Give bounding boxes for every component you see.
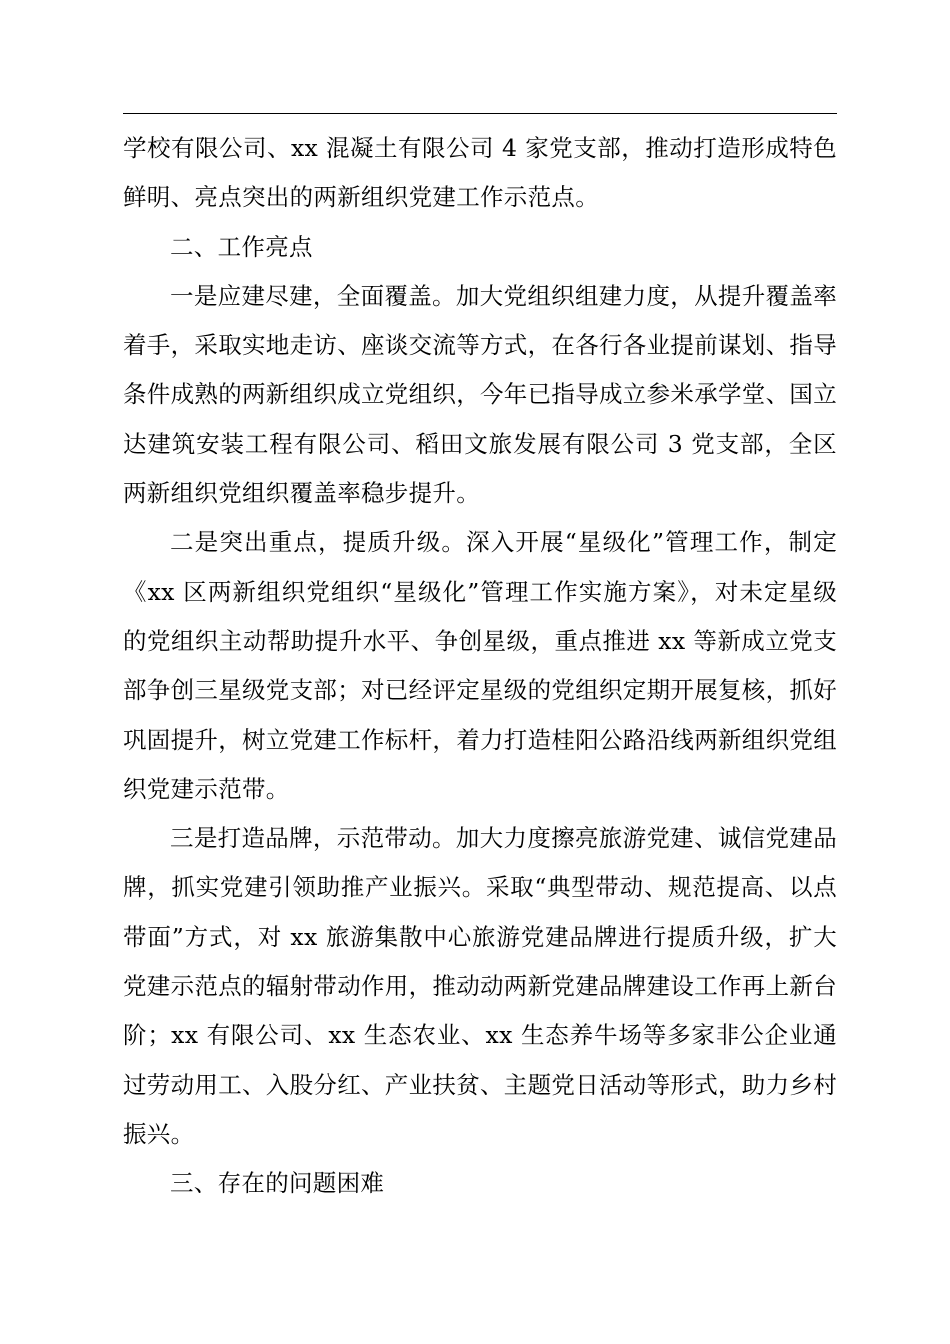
section-heading-problems: 三、存在的问题困难 [170, 1169, 385, 1198]
section-heading-highlights: 二、工作亮点 [170, 232, 313, 261]
document-body [123, 124, 837, 1209]
paragraph-continuation: 学校有限公司、xx 混凝土有限公司 4 家党支部，推动打造形成特色鲜明、亮点突出的两新组织党建工作示范点。 [123, 134, 837, 212]
header-rule [123, 113, 837, 114]
paragraph-brand-building: 三是打造品牌，示范带动。加大力度擦亮旅游党建、诚信党建品牌，抓实党建引领助推产业振兴。采取“典型带动、规范提高、以点带面”方式，对 xx 旅游集散中心旅游党建品牌进行提质升级，扩大党建示范点的辐射带动作用，推动动两新党建品牌建设工作再上新台阶；xx 有限公司、xx 生态农业、xx 生态养牛场等多家非公企业通过劳动用工、入股分红、产业扶贫、主题党日活动等形式，助力乡村振兴。 [123, 824, 837, 1148]
paragraph-full-coverage: 一是应建尽建，全面覆盖。加大党组织组建力度，从提升覆盖率着手，采取实地走访、座谈交流等方式，在各行各业提前谋划、指导条件成熟的两新组织成立党组织，今年已指导成立参米承学堂、国立达建筑安装工程有限公司、稻田文旅发展有限公司 3 党支部，全区两新组织党组织覆盖率稳步提升。 [123, 281, 837, 508]
paragraph-quality-upgrade: 二是突出重点，提质升级。深入开展“星级化”管理工作，制定《xx 区两新组织党组织“星级化”管理工作实施方案》，对未定星级的党组织主动帮助提升水平、争创星级，重点推进 xx 等新成立党支部争创三星级党支部；对已经评定星级的党组织定期开展复核，抓好巩固提升，树立党建工作标杆，着力打造桂阳公路沿线两新组织党组织党建示范带。 [123, 528, 837, 803]
